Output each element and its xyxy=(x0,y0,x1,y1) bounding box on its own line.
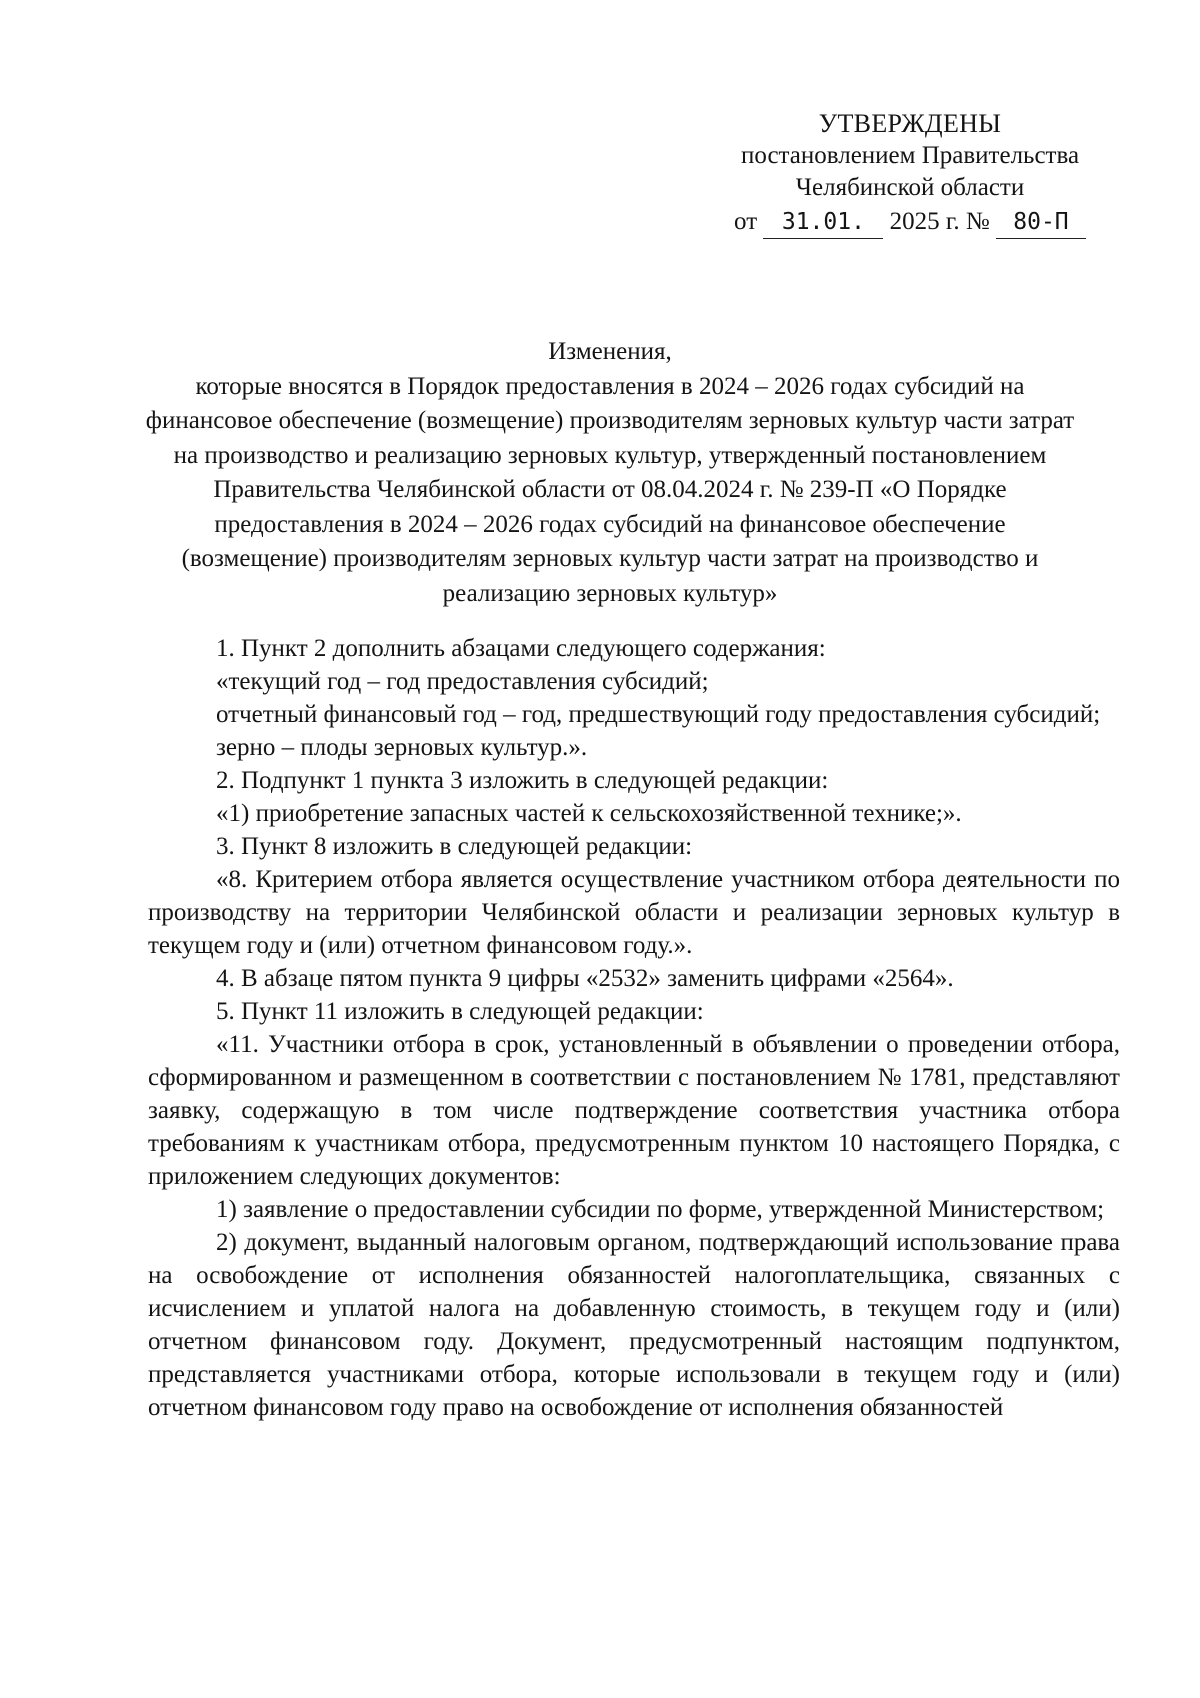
heading-subtitle: которые вносятся в Порядок предоставления в 2024 – 2026 годах субсидий на финансовое обеспечение (возмещение) производителям зерновых культур части затрат на производство и реализацию зерновых культур, утвержденный постановлением Правительства Челябинской области от 08.04.2024 г. № 239-П «О Порядке предоставления в 2024 – 2026 годах субсидий на финансовое обеспечение (возмещение) производителям зерновых культур части затрат на производство и реализацию зерновых культур» xyxy=(145,372,1075,607)
approval-title: УТВЕРЖДЕНЫ xyxy=(818,109,1002,138)
date-prefix: от xyxy=(734,208,758,235)
approval-block xyxy=(700,108,1120,239)
paragraph: «текущий год – год предоставления субсидий; xyxy=(216,668,709,695)
paragraph: отчетный финансовый год – год, предшествующий году предоставления субсидий; xyxy=(216,701,1101,728)
date-suffix: 2025 г. № xyxy=(889,208,990,235)
approval-line-2: Челябинской области xyxy=(795,174,1025,201)
paragraph: «11. Участники отбора в срок, установленный в объявлении о проведении отбора, сформированном и размещенном в соответствии с постановлением № 1781, представляют заявку, содержащую в том числе подтверждение соответствия участника отбора требованиям к участникам отбора, предусмотренным пунктом 10 настоящего Порядка, с приложением следующих документов: xyxy=(148,1031,1120,1190)
paragraph: зерно – плоды зерновых культур.». xyxy=(216,734,588,761)
paragraph: 2. Подпункт 1 пункта 3 изложить в следующей редакции: xyxy=(216,767,829,794)
paragraph: «8. Критерием отбора является осуществление участником отбора деятельности по производству на территории Челябинской области и реализации зерновых культур в текущем году и (или) отчетном финансовом году.». xyxy=(148,866,1120,959)
paragraph: 1) заявление о предоставлении субсидии по форме, утвержденной Министерством; xyxy=(216,1196,1105,1223)
document-heading xyxy=(140,335,1080,611)
date-value: 31.01. xyxy=(763,206,883,239)
document-body xyxy=(148,632,1120,1424)
paragraph: «1) приобретение запасных частей к сельскохозяйственной технике;». xyxy=(216,800,962,827)
paragraph: 1. Пункт 2 дополнить абзацами следующего содержания: xyxy=(216,635,826,662)
paragraph: 3. Пункт 8 изложить в следующей редакции: xyxy=(216,833,693,860)
paragraph: 4. В абзаце пятом пункта 9 цифры «2532» заменить цифрами «2564». xyxy=(216,965,954,992)
paragraph: 5. Пункт 11 изложить в следующей редакции: xyxy=(216,998,704,1025)
heading-title: Изменения, xyxy=(548,338,672,365)
paragraph: 2) документ, выданный налоговым органом, подтверждающий использование права на освобождение от исполнения обязанностей налогоплательщика, связанных с исчислением и уплатой налога на добавленную стоимость, в текущем году и (или) отчетном финансовом году. Документ, предусмотренный настоящим подпунктом, представляется участниками отбора, которые использовали в текущем году и (или) отчетном финансовом году право на освобождение от исполнения обязанностей xyxy=(148,1229,1120,1421)
document-number: 80-П xyxy=(996,206,1086,239)
approval-line-1: постановлением Правительства xyxy=(740,142,1080,169)
approval-date-line xyxy=(700,206,1120,239)
